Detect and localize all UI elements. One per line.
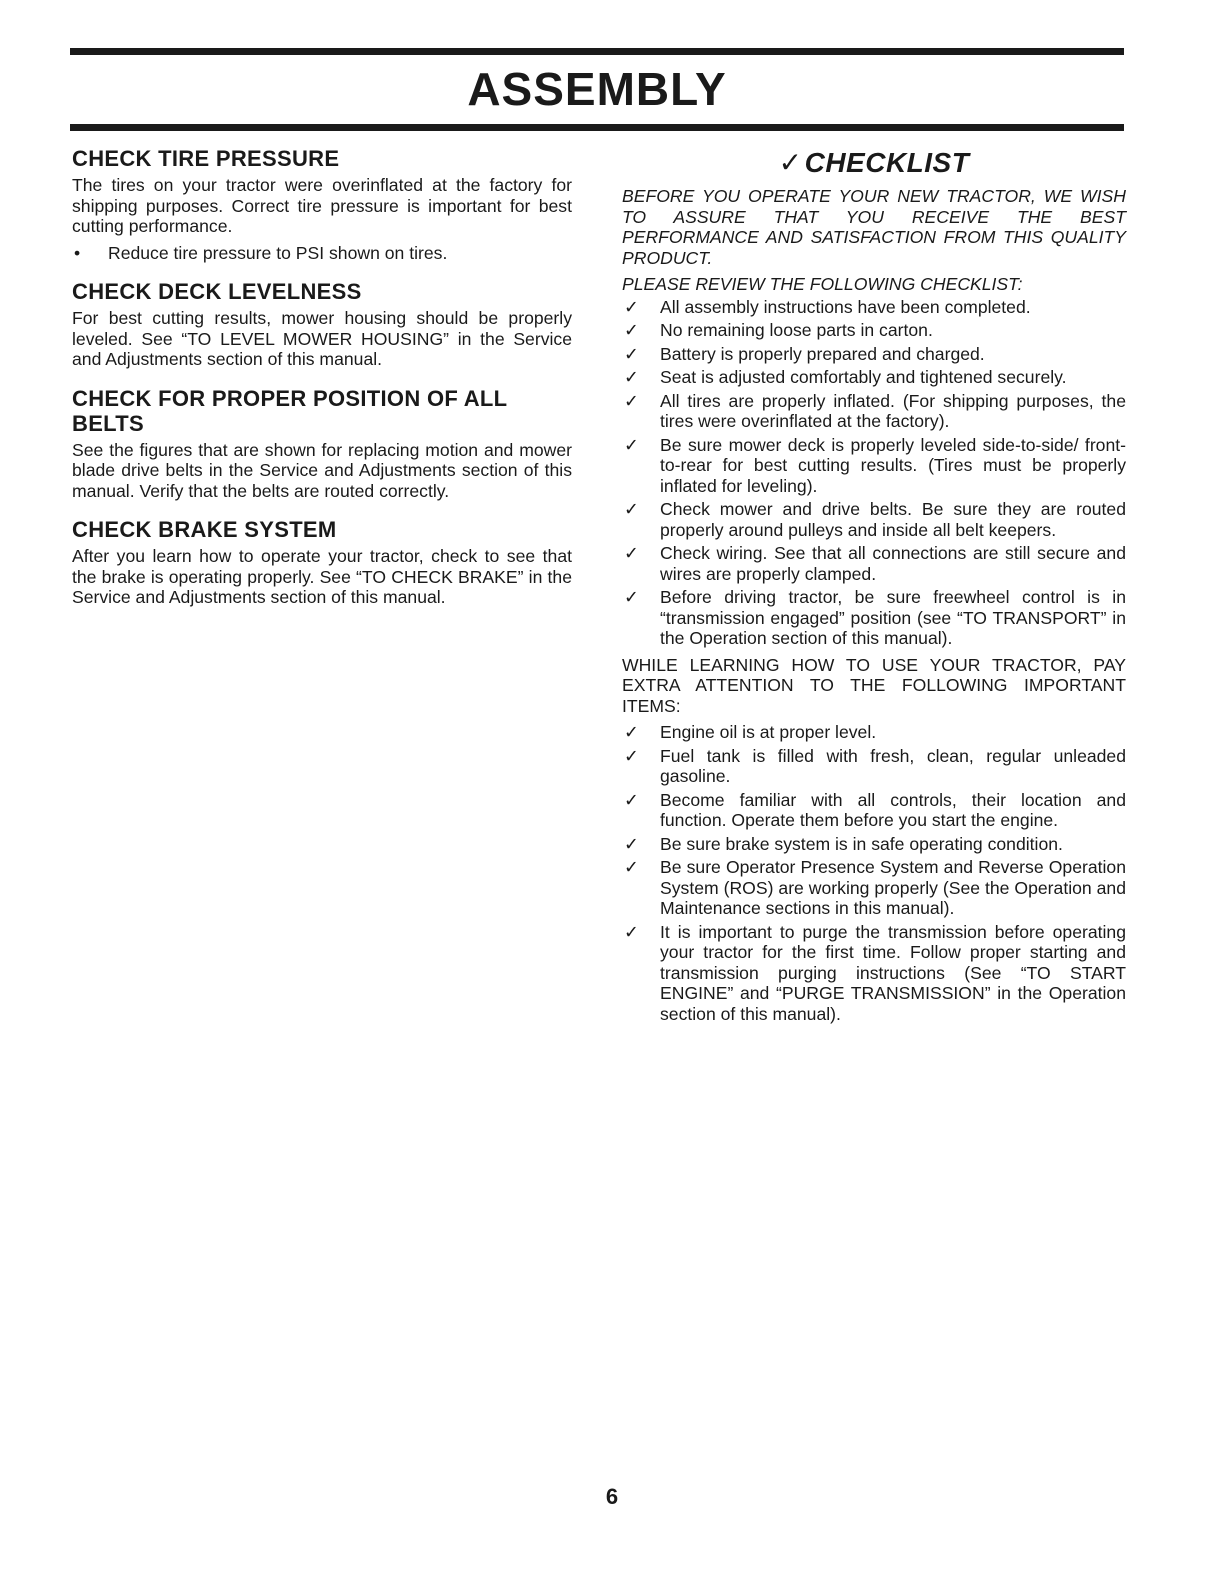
checklist-item-text: All assembly instructions have been completed.: [660, 296, 1031, 317]
checklist-item: [622, 587, 1126, 649]
checklist-item: [622, 391, 1126, 432]
checklist-item-text: No remaining loose parts in carton.: [660, 320, 933, 340]
checklist-item-text: Check mower and drive belts. Be sure they are routed properly around pulleys and inside all belt keepers.: [660, 499, 1126, 540]
section-check-belts: [72, 386, 572, 502]
checklist-item: [622, 722, 1126, 743]
tire-bullet-list: [72, 243, 572, 264]
checklist-intro: BEFORE YOU OPERATE YOUR NEW TRACTOR, WE WISH TO ASSURE THAT YOU RECEIVE THE BEST PERFORMANCE AND SATISFACTION FROM THIS QUALITY PRODUCT.: [622, 186, 1126, 268]
belts-text: See the figures that are shown for replacing motion and mower blade drive belts in the Service and Adjustments section of this manual. Verify that the belts are routed correctly.: [72, 439, 572, 501]
heading-check-belts: CHECK FOR PROPER POSITION OF ALL BELTS: [72, 385, 507, 436]
check-icon: ✓: [624, 499, 639, 519]
check-icon: ✓: [624, 390, 639, 411]
section-check-deck-levelness: [72, 279, 572, 370]
top-rule: [70, 48, 1124, 55]
checklist-item-text: Battery is properly prepared and charged.: [660, 343, 985, 364]
brake-system-text: After you learn how to operate your tractor, check to see that the brake is operating properly. See “TO CHECK BRAKE” in the Service and Adjustments section of this manual.: [72, 546, 572, 607]
checklist-review-prompt: PLEASE REVIEW THE FOLLOWING CHECKLIST:: [622, 274, 1023, 294]
tire-pressure-text: The tires on your tractor were overinflated at the factory for shipping purposes. Correct tire pressure is important for best cutting performance.: [72, 175, 572, 236]
checklist-item: [622, 922, 1126, 1025]
checklist-item-text: Fuel tank is filled with fresh, clean, regular unleaded gasoline.: [660, 745, 1126, 786]
checklist-item-text: It is important to purge the transmission before operating your tractor for the first time. Follow proper starting and transmission purging instructions (See “TO START ENGINE” and “PURGE TRANSMISSION” in the Operation section of this manual).: [660, 921, 1126, 1024]
checklist-item: [622, 435, 1126, 497]
checklist-item-text: Be sure Operator Presence System and Reverse Operation System (ROS) are working properly (See the Operation and Maintenance sections in this manual).: [660, 857, 1126, 918]
important-items-list: [622, 722, 1126, 1024]
checklist-item: [622, 297, 1126, 318]
page-title: ASSEMBLY: [467, 63, 727, 115]
checklist-item-text: Before driving tractor, be sure freewheel control is in “transmission engaged” position (see “TO TRANSPORT” in the Operation section of this manual).: [660, 587, 1126, 648]
check-icon: ✓: [624, 857, 639, 877]
bullet-icon: •: [74, 242, 81, 263]
section-check-brake-system: [72, 517, 572, 608]
check-icon: ✓: [624, 367, 639, 387]
check-icon: ✓: [624, 343, 639, 364]
check-icon: ✓: [624, 434, 639, 455]
checklist-item-text: Become familiar with all controls, their location and function. Operate them before you start the engine.: [660, 789, 1126, 830]
checklist-item: [622, 857, 1126, 919]
checklist-item-text: Engine oil is at proper level.: [660, 722, 877, 742]
title-underline-rule: [70, 124, 1124, 131]
checklist-title-text: CHECKLIST: [804, 147, 970, 178]
checklist-item: [622, 499, 1126, 540]
heading-check-deck-levelness: CHECK DECK LEVELNESS: [72, 279, 362, 304]
checklist-item-text: Be sure mower deck is properly leveled side-to-side/ front-to-rear for best cutting results. (Tires must be properly inflated for leveling).: [660, 434, 1126, 496]
check-icon: ✓: [624, 543, 639, 563]
check-icon: ✓: [624, 320, 639, 340]
check-icon: ✓: [624, 921, 639, 942]
check-icon: ✓: [624, 722, 639, 742]
check-icon: ✓: [624, 296, 639, 317]
check-icon: ✓: [624, 833, 639, 854]
checklist-item: [622, 790, 1126, 831]
checklist-list: [622, 297, 1126, 649]
right-column: [622, 146, 1126, 1027]
checklist-item: [622, 746, 1126, 787]
checklist-item: [622, 834, 1126, 855]
checklist-item: [622, 320, 1126, 341]
while-learning-text: WHILE LEARNING HOW TO USE YOUR TRACTOR, PAY EXTRA ATTENTION TO THE FOLLOWING IMPORTANT ITEMS:: [622, 654, 1126, 716]
left-column: [72, 146, 572, 624]
checklist-item: [622, 543, 1126, 584]
bullet-item: [72, 243, 572, 264]
page-number: 6: [605, 1484, 619, 1509]
check-icon: ✓: [624, 789, 639, 810]
heading-check-tire-pressure: CHECK TIRE PRESSURE: [72, 146, 340, 171]
checklist-item-text: All tires are properly inflated. (For shipping purposes, the tires were overinflated at the factory).: [660, 390, 1126, 431]
section-check-tire-pressure: [72, 146, 572, 263]
check-icon: ✓: [624, 587, 639, 607]
deck-levelness-text: For best cutting results, mower housing should be properly leveled. See “TO LEVEL MOWER HOUSING” in the Service and Adjustments section of this manual.: [72, 308, 572, 369]
checklist-item-text: Be sure brake system is in safe operating condition.: [660, 833, 1063, 854]
checklist-item-text: Seat is adjusted comfortably and tightened securely.: [660, 367, 1067, 387]
checklist-item: [622, 344, 1126, 365]
bullet-text: Reduce tire pressure to PSI shown on tires.: [108, 242, 448, 263]
check-icon: ✓: [624, 745, 639, 766]
heading-check-brake-system: CHECK BRAKE SYSTEM: [72, 517, 337, 542]
checklist-item: [622, 367, 1126, 388]
checklist-title: [622, 148, 1126, 178]
checklist-item-text: Check wiring. See that all connections are still secure and wires are properly clamped.: [660, 543, 1126, 584]
check-icon: ✓: [778, 147, 803, 178]
